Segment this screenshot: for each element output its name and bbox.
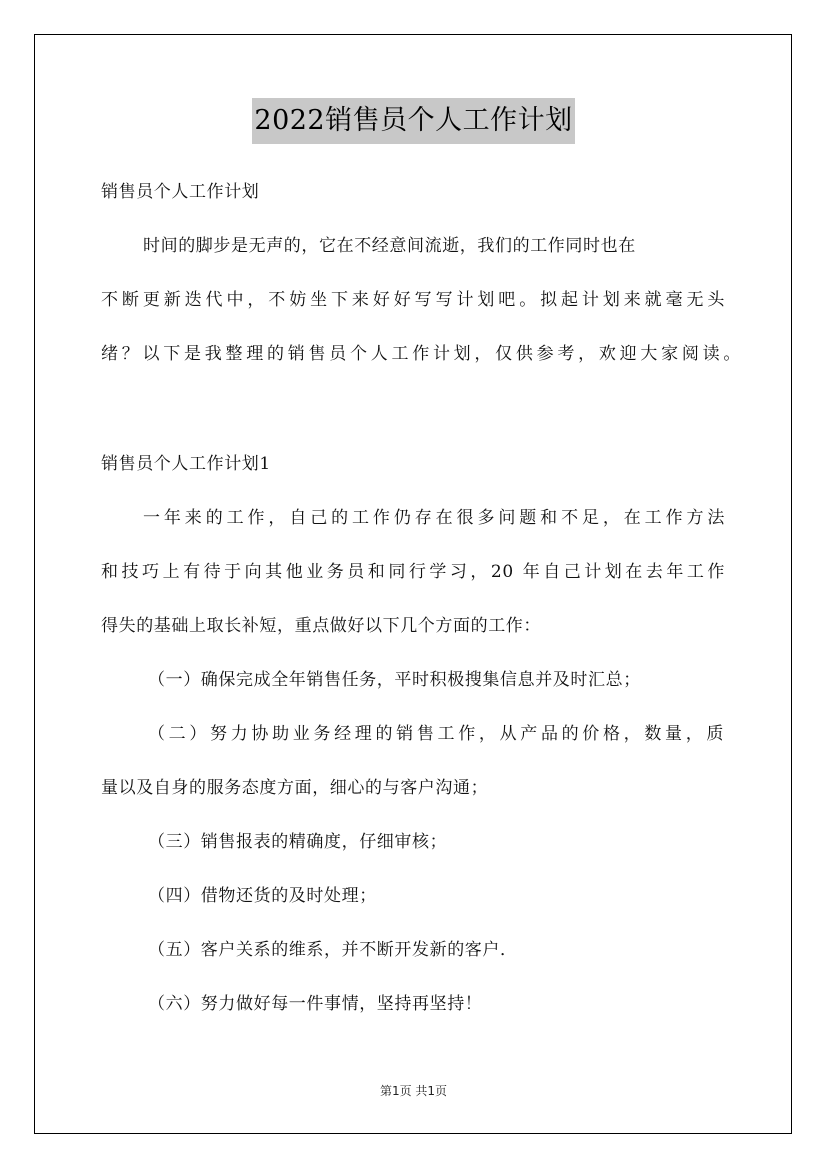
body-line-1: 一年来的工作，自己的工作仍存在很多问题和不足，在工作方法	[143, 508, 725, 528]
document-title: 2022销售员个人工作计划	[252, 98, 574, 144]
page-number-footer: 第1页 共1页	[379, 1084, 448, 1098]
list-item-4: （四）借物还货的及时处理；	[148, 886, 377, 906]
intro-line-3: 绪？以下是我整理的销售员个人工作计划，仅供参考，欢迎大家阅读。	[101, 344, 741, 364]
list-item-2-continued: 量以及自身的服务态度方面，细心的与客户沟通；	[101, 778, 489, 798]
body-line-2: 和技巧上有待于向其他业务员和同行学习，20 年自己计划在去年工作	[101, 562, 725, 582]
intro-line-2: 不断更新迭代中，不妨坐下来好好写写计划吧。拟起计划来就毫无头	[101, 290, 725, 310]
list-item-6: （六）努力做好每一件事情，坚持再坚持！	[148, 994, 483, 1014]
body-line-3: 得失的基础上取长补短，重点做好以下几个方面的工作：	[101, 616, 541, 636]
section-heading: 销售员个人工作计划1	[101, 454, 271, 474]
title-wrap	[0, 98, 827, 144]
list-item-5: （五）客户关系的维系，并不断开发新的客户．	[148, 940, 518, 960]
document-subtitle: 销售员个人工作计划	[101, 182, 260, 202]
list-item-2: （二）努力协助业务经理的销售工作，从产品的价格，数量，质	[148, 724, 724, 744]
list-item-3: （三）销售报表的精确度，仔细审核；	[148, 832, 448, 852]
list-item-1: （一）确保完成全年销售任务，平时积极搜集信息并及时汇总；	[148, 670, 641, 690]
intro-line-1: 时间的脚步是无声的，它在不经意间流逝，我们的工作同时也在	[143, 236, 636, 256]
